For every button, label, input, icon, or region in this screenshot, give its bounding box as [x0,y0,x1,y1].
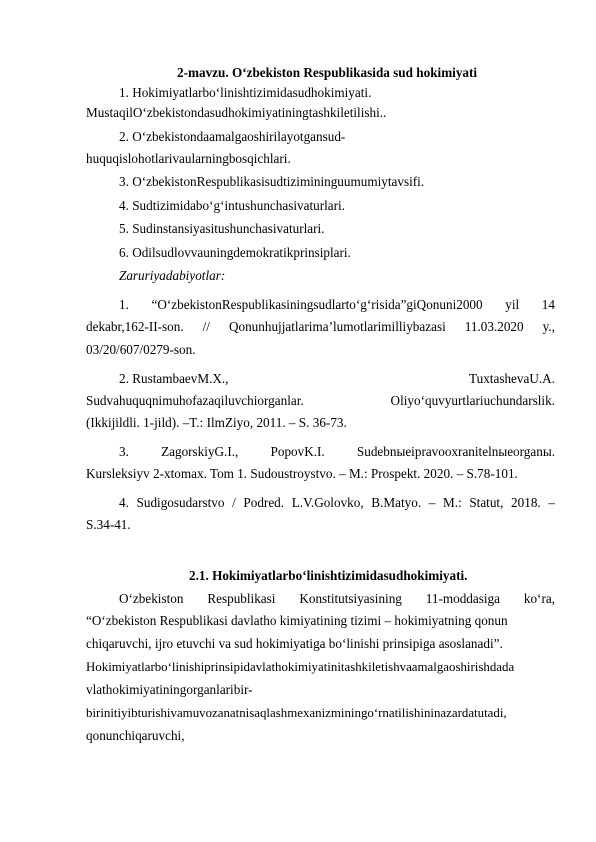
text-token: Sudigosudarstvo [136,495,225,510]
text-token: 2018. [511,495,541,510]
page-heading: 2-mavzu. O‘zbekiston Respublikasida sud hokimiyati [177,65,478,80]
text-token: // [202,319,210,334]
literature-item-1-line-3: 03/20/607/0279-son. [86,342,196,357]
plan-item-1: 1. Hokimiyatlarbo‘linishtizimidasudhokimiyati. [119,85,372,100]
literature-item-3-line-2: Kursleksiyv 2-xtomax. Tom 1. Sudoustroystvo. – M.: Prospekt. 2020. – S.78-101. [86,466,518,481]
literature-item-2-line-1 [119,370,555,388]
body-line-3: chiqaruvchi, ijro etuvchi va sud hokimiyatiga bo‘linishi prinsipiga asoslanadi”. [86,636,503,651]
text-token: 1. [119,297,129,312]
literature-item-1-line-2 [86,318,555,336]
text-token: – [548,495,555,510]
text-token: Konstitutsiyasining [299,591,402,606]
literature-item-4-line-2: S.34-41. [86,517,131,532]
plan-item-2-cont: huquqislohotlarivaularningbosqichlari. [86,151,291,166]
text-token: yil [505,297,520,312]
body-line-5: vlathokimiyatiningorganlaribir- [86,682,253,697]
section-heading: 2.1. Hokimiyatlarbo‘linishtizimidasudhokimiyati. [189,568,468,583]
literature-label: Zaruriyadabiyotlar: [119,268,226,283]
plan-item-6: 6. Odilsudlovvauningdemokratikprinsiplari. [119,245,351,260]
text-token: 11-moddasiga [425,591,500,606]
text-token: Sudvahuquqnimuhofazaqiluvchiorganlar. [86,393,304,408]
text-token: Podred. [243,495,285,510]
plan-item-1-cont: MustaqilO‘zbekistondasudhokimiyatiningtashkiletilishi.. [86,105,387,120]
literature-item-3-line-1 [119,443,555,461]
text-token: ko‘ra, [523,591,555,606]
body-line-1 [119,590,555,608]
plan-item-3: 3. O‘zbekistonRespublikasisudtizimininguumumiytavsifi. [119,174,425,189]
text-token: y., [542,319,555,334]
text-token: O‘zbekiston [119,591,184,606]
text-token: Statut, [469,495,504,510]
text-token: L.V.Golovko, [291,495,364,510]
body-line-4: Hokimiyatlarbo‘linishiprinsipidavlathokimiyatinitashkiletishvaamalgaoshirishdada [86,660,515,674]
text-token: – [428,495,436,510]
text-token: 3. [119,444,129,459]
text-token: 4. [119,495,129,510]
text-token: “O‘zbekistonRespublikasiningsudlarto‘g‘risida”giQonuni2000 [151,297,483,312]
text-token: Oliyo‘quvyurtlariuchundarslik. [390,393,555,408]
text-token: ZagorskiyG.I., [161,444,239,459]
plan-item-2: 2. O‘zbekistondaamalgaoshirilayotgansud- [119,129,346,144]
text-token: PopovK.I. [270,444,325,459]
body-line-2: “O‘zbekiston Respublikasi davlatho kimiyatining tizimi – hokimiyatning qonun [86,613,508,628]
text-token: TuxtashevaU.A. [469,371,555,386]
text-token: M.: [443,495,462,510]
text-token: 14 [541,297,555,312]
literature-item-2-line-2 [86,392,555,410]
literature-item-1-line-1 [119,296,555,314]
plan-item-5: 5. Sudinstansiyasitushunchasivaturlari. [119,221,325,236]
text-token: Qonunhujjatlarima’lumotlarimilliybazasi [228,319,446,334]
text-token: 2. RustambaevM.X., [119,371,229,386]
literature-item-2-line-3: (Ikkijildli. 1-jild). –T.: IlmZiyo, 2011. – S. 36-73. [86,415,347,430]
body-line-7: qonunchiqaruvchi, [86,728,185,743]
literature-item-4-line-1 [119,494,555,512]
text-token: / [232,495,236,510]
text-token: Sudebnыeipravooxranitelnыeorganы. [356,444,555,459]
text-token: 11.03.2020 [464,319,524,334]
text-token: dekabr,162-II-son. [86,319,184,334]
plan-item-4: 4. Sudtizimidabo‘g‘intushunchasivaturlari. [119,198,345,213]
text-token: B.Matyo. [371,495,422,510]
text-token: Respublikasi [207,591,276,606]
body-line-6: birinitiyibturishivamuvozanatnisaqlashmexanizminingo‘rnatilishininazardatutadi, [86,706,507,720]
